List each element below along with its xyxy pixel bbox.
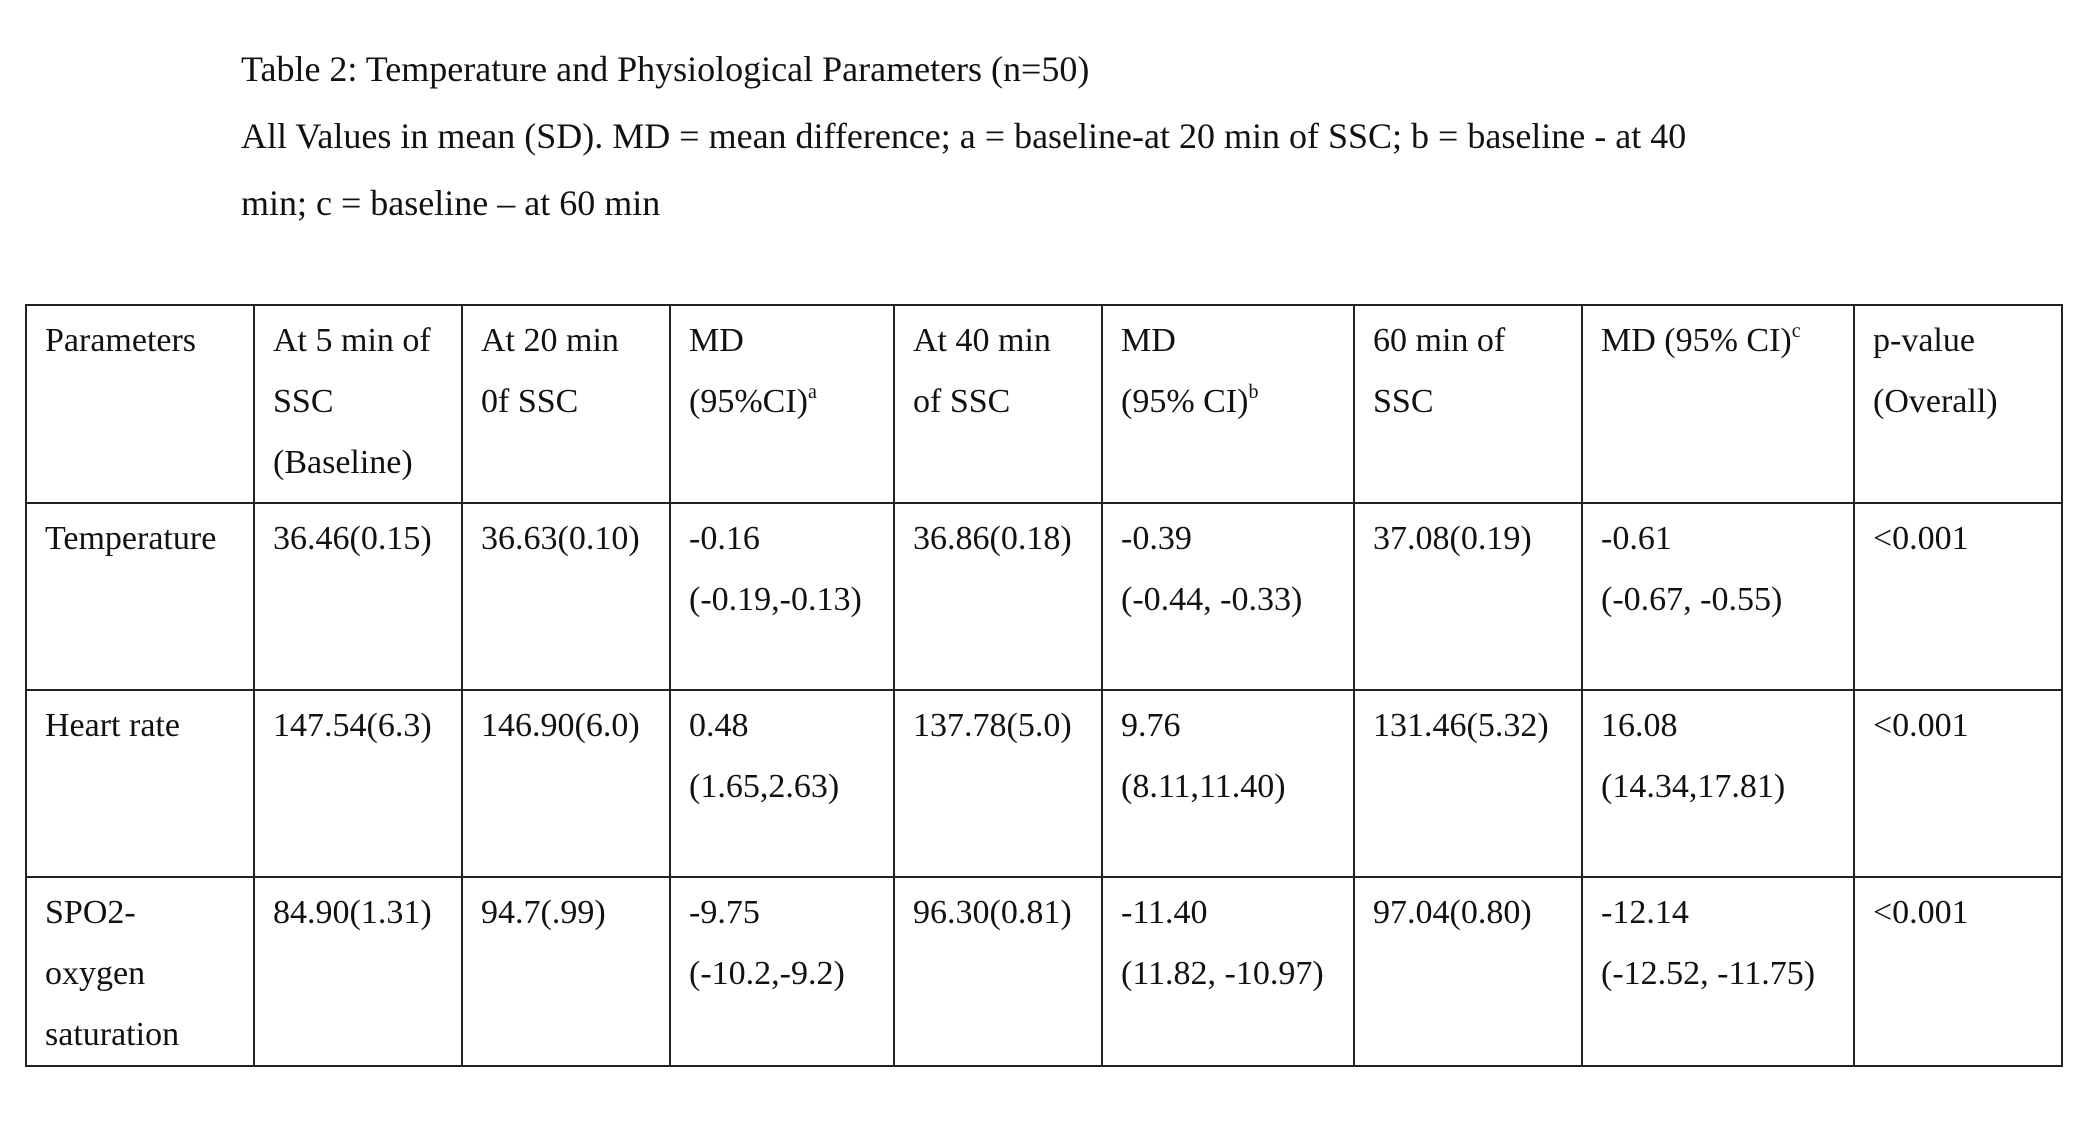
cell-text: <0.001 [1873, 520, 1969, 557]
table-note-line-1: All Values in mean (SD). MD = mean difference; a = baseline-at 20 min of SSC; b = baseline - at 40 [241, 116, 1687, 156]
cell-text: -0.16 [689, 520, 760, 557]
cell-line [1121, 310, 1335, 371]
cell-text: <0.001 [1873, 707, 1969, 744]
header-cell-at-60min [1354, 305, 1582, 503]
cell-text: Temperature [45, 520, 217, 557]
cell-line [689, 569, 875, 630]
cell-text: 36.63(0.10) [481, 520, 640, 557]
cell-line [1121, 371, 1335, 432]
cell-text: MD [1121, 322, 1176, 359]
cell-line [1601, 943, 1835, 1004]
header-cell-at-20min [462, 305, 670, 503]
cell-text: 131.46(5.32) [1373, 707, 1549, 744]
header-cell-md-40min [1102, 305, 1354, 503]
cell-text: 16.08 [1601, 707, 1678, 744]
cell-line [1873, 695, 2043, 756]
cell-line [1873, 371, 2043, 432]
cell-line [1601, 508, 1835, 569]
footnote-marker: a [807, 381, 817, 403]
cell-baseline-5min [254, 503, 462, 690]
cell-line [1121, 882, 1335, 943]
table-caption [241, 36, 1901, 237]
cell-text: 97.04(0.80) [1373, 894, 1532, 931]
cell-baseline-5min [254, 877, 462, 1066]
cell-line [273, 432, 443, 493]
header-cell-baseline-5min [254, 305, 462, 503]
cell-md-20min [670, 877, 894, 1066]
cell-text: MD (95% CI) [1601, 322, 1792, 359]
header-row [26, 305, 2062, 503]
cell-line [689, 371, 875, 432]
cell-text: oxygen [45, 955, 146, 992]
cell-line [1373, 371, 1563, 432]
cell-line [273, 695, 443, 756]
cell-line [1121, 695, 1335, 756]
cell-line [1121, 569, 1335, 630]
cell-text: (-12.52, -11.75) [1601, 955, 1816, 992]
cell-text: (1.65,2.63) [689, 768, 840, 805]
cell-text: 94.7(.99) [481, 894, 606, 931]
cell-line [1601, 569, 1835, 630]
cell-line [1373, 310, 1563, 371]
cell-text: of SSC [913, 383, 1011, 420]
header-cell-md-20min [670, 305, 894, 503]
cell-line [689, 943, 875, 1004]
cell-text: 60 min of [1373, 322, 1506, 359]
cell-line [689, 756, 875, 817]
cell-line [1601, 695, 1835, 756]
cell-md-40min [1102, 877, 1354, 1066]
cell-text: (-10.2,-9.2) [689, 955, 845, 992]
cell-text: (11.82, -10.97) [1121, 955, 1324, 992]
cell-line [689, 882, 875, 943]
cell-line [45, 508, 235, 569]
cell-line [1601, 756, 1835, 817]
cell-line [273, 508, 443, 569]
cell-line [45, 310, 235, 371]
cell-line [689, 310, 875, 371]
cell-md-40min [1102, 503, 1354, 690]
cell-text: (14.34,17.81) [1601, 768, 1786, 805]
cell-line [481, 508, 651, 569]
table-row [26, 503, 2062, 690]
cell-line [1121, 756, 1335, 817]
cell-parameter [26, 877, 254, 1066]
cell-at-60min [1354, 690, 1582, 877]
cell-text: 146.90(6.0) [481, 707, 640, 744]
cell-line [481, 882, 651, 943]
cell-p-value [1854, 877, 2062, 1066]
cell-text: (-0.67, -0.55) [1601, 581, 1783, 618]
cell-text: -9.75 [689, 894, 760, 931]
table-title: Table 2: Temperature and Physiological Parameters (n=50) [241, 49, 1090, 89]
cell-text: SSC [273, 383, 334, 420]
table-row [26, 877, 2062, 1066]
cell-parameter [26, 690, 254, 877]
cell-md-60min [1582, 877, 1854, 1066]
cell-p-value [1854, 503, 2062, 690]
cell-md-60min [1582, 503, 1854, 690]
footnote-marker: c [1791, 320, 1801, 342]
cell-text: -0.39 [1121, 520, 1192, 557]
cell-text: 84.90(1.31) [273, 894, 432, 931]
cell-line [45, 695, 235, 756]
cell-text: saturation [45, 1016, 180, 1053]
cell-text: 147.54(6.3) [273, 707, 432, 744]
cell-text: Heart rate [45, 707, 180, 744]
cell-parameter [26, 503, 254, 690]
cell-at-60min [1354, 503, 1582, 690]
cell-text: 0.48 [689, 707, 749, 744]
cell-text: MD [689, 322, 744, 359]
cell-text: 37.08(0.19) [1373, 520, 1532, 557]
cell-at-60min [1354, 877, 1582, 1066]
cell-line [1121, 943, 1335, 1004]
cell-line [273, 371, 443, 432]
cell-line [689, 695, 875, 756]
cell-line [481, 310, 651, 371]
cell-text: At 5 min of [273, 322, 431, 359]
cell-line [481, 371, 651, 432]
cell-text: 36.86(0.18) [913, 520, 1072, 557]
header-cell-md-60min [1582, 305, 1854, 503]
cell-line [273, 882, 443, 943]
cell-text: (8.11,11.40) [1121, 768, 1286, 805]
cell-at-20min [462, 877, 670, 1066]
cell-line [689, 508, 875, 569]
cell-line [1373, 882, 1563, 943]
cell-line [913, 508, 1083, 569]
cell-text: SPO2- [45, 894, 136, 931]
cell-line [45, 882, 235, 943]
cell-at-20min [462, 690, 670, 877]
cell-text: -12.14 [1601, 894, 1689, 931]
header-cell-p-value [1854, 305, 2062, 503]
cell-md-60min [1582, 690, 1854, 877]
cell-text: Parameters [45, 322, 197, 359]
cell-line [913, 882, 1083, 943]
cell-line [913, 310, 1083, 371]
cell-text: 36.46(0.15) [273, 520, 432, 557]
cell-line [45, 943, 235, 1004]
cell-text: (Overall) [1873, 383, 1998, 420]
cell-text: (95% CI) [1121, 383, 1249, 420]
table-note-line-2: min; c = baseline – at 60 min [241, 183, 661, 223]
cell-line [913, 695, 1083, 756]
footnote-marker: b [1248, 381, 1259, 403]
table-row [26, 690, 2062, 877]
header-cell-parameter [26, 305, 254, 503]
cell-text: (Baseline) [273, 444, 413, 481]
cell-md-40min [1102, 690, 1354, 877]
cell-line [1873, 310, 2043, 371]
cell-text: 0f SSC [481, 383, 579, 420]
cell-text: <0.001 [1873, 894, 1969, 931]
cell-md-20min [670, 503, 894, 690]
cell-line [1873, 508, 2043, 569]
cell-text: 137.78(5.0) [913, 707, 1072, 744]
cell-text: (-0.44, -0.33) [1121, 581, 1303, 618]
cell-line [45, 1004, 235, 1065]
cell-text: -11.40 [1121, 894, 1208, 931]
cell-at-40min [894, 877, 1102, 1066]
parameters-table [25, 304, 2063, 1067]
cell-text: 9.76 [1121, 707, 1181, 744]
cell-text: 96.30(0.81) [913, 894, 1072, 931]
cell-line [1601, 310, 1835, 371]
cell-text: (95%CI) [689, 383, 808, 420]
cell-md-20min [670, 690, 894, 877]
cell-line [1373, 695, 1563, 756]
cell-text: SSC [1373, 383, 1434, 420]
cell-at-40min [894, 690, 1102, 877]
cell-line [481, 695, 651, 756]
cell-line [1601, 882, 1835, 943]
cell-text: (-0.19,-0.13) [689, 581, 862, 618]
cell-line [1873, 882, 2043, 943]
cell-line [1121, 508, 1335, 569]
cell-line [273, 310, 443, 371]
cell-text: At 40 min [913, 322, 1051, 359]
cell-text: p-value [1873, 322, 1975, 359]
cell-text: -0.61 [1601, 520, 1672, 557]
cell-p-value [1854, 690, 2062, 877]
cell-at-20min [462, 503, 670, 690]
cell-line [913, 371, 1083, 432]
cell-at-40min [894, 503, 1102, 690]
header-cell-at-40min [894, 305, 1102, 503]
cell-baseline-5min [254, 690, 462, 877]
cell-line [1373, 508, 1563, 569]
cell-text: At 20 min [481, 322, 619, 359]
